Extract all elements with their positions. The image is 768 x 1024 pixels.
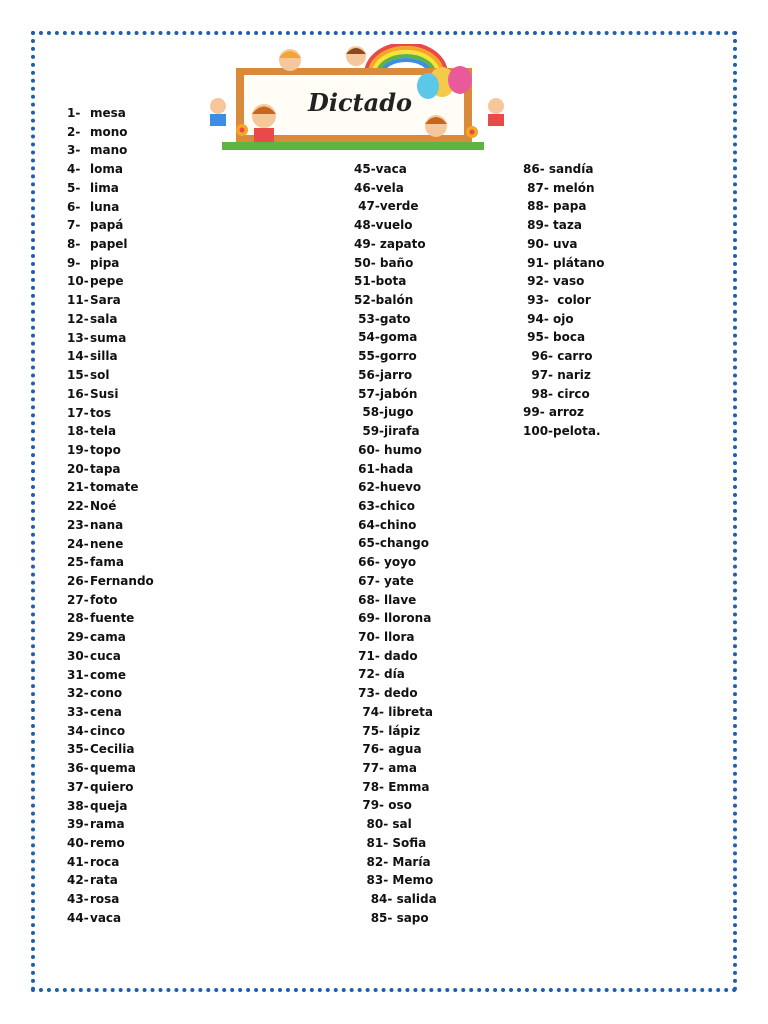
- word-list-item: 50- baño: [354, 255, 414, 270]
- item-number: 14-: [67, 349, 89, 364]
- item-number: 34-: [67, 723, 89, 738]
- item-word: rama: [90, 817, 125, 832]
- word-list-item: 74- libreta: [354, 704, 433, 719]
- word-list-item: [67, 759, 154, 778]
- word-list-item: 92- vaso: [523, 274, 585, 289]
- item-word: tela: [90, 424, 117, 439]
- item-number: 25-: [67, 555, 89, 570]
- item-word: vaca: [90, 910, 122, 925]
- item-number: 30-: [67, 648, 89, 663]
- item-number: 26-: [67, 573, 89, 588]
- item-word: pipa: [90, 255, 120, 270]
- word-list-item: [67, 291, 154, 310]
- item-word: pepe: [90, 274, 124, 289]
- item-word: Susi: [90, 386, 119, 401]
- item-number: 6-: [67, 199, 81, 214]
- word-list-item: 49- zapato: [354, 236, 426, 251]
- item-word: sala: [90, 311, 118, 326]
- item-number: 39-: [67, 817, 89, 832]
- item-number: 8-: [67, 237, 81, 252]
- word-list-item: 99- arroz: [523, 405, 585, 420]
- item-word: come: [90, 667, 126, 682]
- item-number: 7-: [67, 218, 81, 233]
- word-list-item: [67, 797, 154, 816]
- item-word: tomate: [90, 480, 139, 495]
- word-list-item: [67, 160, 154, 179]
- item-word: rata: [90, 873, 118, 888]
- item-number: 21-: [67, 480, 89, 495]
- title-banner: [206, 44, 512, 152]
- word-list-item: 68- llave: [354, 592, 417, 607]
- word-list-item: 60- humo: [354, 442, 422, 457]
- word-list-item: 71- dado: [354, 648, 418, 663]
- word-list-item: 75- lápiz: [354, 723, 421, 738]
- word-list-item: 52-balón: [354, 293, 414, 308]
- word-list-item: [67, 497, 154, 516]
- grass-strip: [222, 142, 484, 150]
- item-number: 41-: [67, 854, 89, 869]
- word-list-item: [67, 478, 154, 497]
- item-word: queja: [90, 798, 128, 813]
- item-number: 5-: [67, 180, 81, 195]
- item-number: 4-: [67, 162, 81, 177]
- word-list-item: 90- uva: [523, 236, 578, 251]
- word-list-item: [67, 404, 154, 423]
- word-list-item: 65-chango: [354, 536, 429, 551]
- word-list-item: 53-gato: [354, 311, 411, 326]
- word-list-item: [67, 740, 154, 759]
- item-number: 13-: [67, 330, 89, 345]
- item-number: 27-: [67, 592, 89, 607]
- word-list-item: [67, 422, 154, 441]
- word-list-item: [67, 347, 154, 366]
- item-number: 23-: [67, 517, 89, 532]
- word-list-item: 76- agua: [354, 742, 422, 757]
- page-title: Dictado: [308, 88, 412, 117]
- word-list-item: 83- Memo: [354, 873, 434, 888]
- word-list-item: [67, 834, 154, 853]
- word-list-item: 77- ama: [354, 761, 417, 775]
- word-list-item: 97- nariz: [523, 367, 591, 382]
- word-list-item: 93- color: [523, 293, 591, 308]
- word-list-item: 70- llora: [354, 629, 415, 644]
- word-list-item: [67, 890, 154, 909]
- item-number: 24-: [67, 536, 89, 551]
- word-list-item: 80- sal: [354, 817, 412, 832]
- item-number: 29-: [67, 630, 89, 645]
- word-list-item: [67, 366, 154, 385]
- word-list-item: 55-gorro: [354, 349, 417, 364]
- word-list-item: 81- Sofia: [354, 835, 427, 850]
- word-list-item: [67, 572, 154, 591]
- word-list-item: [67, 123, 154, 142]
- word-list-item: 46-vela: [354, 180, 404, 195]
- word-list-item: 66- yoyo: [354, 555, 417, 570]
- item-word: mono: [90, 124, 128, 139]
- item-word: cinco: [90, 723, 126, 738]
- item-number: 37-: [67, 779, 89, 794]
- item-word: Fernando: [90, 573, 154, 588]
- word-list-item: [67, 609, 154, 628]
- word-list-item: 89- taza: [523, 218, 582, 233]
- item-number: 10-: [67, 274, 89, 289]
- item-number: 2-: [67, 124, 81, 139]
- item-word: Sara: [90, 293, 121, 308]
- word-list-item: [67, 141, 154, 160]
- item-number: 12-: [67, 311, 89, 326]
- item-word: foto: [90, 592, 118, 607]
- item-number: 17-: [67, 405, 89, 420]
- word-list-column-1: [67, 104, 154, 928]
- item-number: 20-: [67, 461, 89, 476]
- item-number: 44-: [67, 910, 89, 925]
- word-list-item: [67, 909, 154, 928]
- item-number: 38-: [67, 798, 89, 813]
- word-list-item: 78- Emma: [354, 779, 430, 794]
- item-word: roca: [90, 854, 120, 869]
- item-number: 11-: [67, 293, 89, 308]
- item-number: 22-: [67, 499, 89, 514]
- word-list-item: 45-vaca: [354, 162, 407, 176]
- word-list-item: 84- salida: [354, 892, 437, 907]
- word-list-item: [67, 871, 154, 890]
- item-word: quema: [90, 761, 136, 776]
- word-list-column-2: [354, 160, 437, 927]
- item-number: 3-: [67, 143, 81, 158]
- word-list-item: [67, 778, 154, 797]
- word-list-item: 72- día: [354, 667, 405, 682]
- word-list-item: 56-jarro: [354, 367, 413, 382]
- word-list-item: 47-verde: [354, 199, 419, 214]
- item-number: 42-: [67, 873, 89, 888]
- word-list-item: [67, 460, 154, 479]
- item-word: remo: [90, 836, 125, 851]
- item-number: 16-: [67, 386, 89, 401]
- word-list-item: [67, 553, 154, 572]
- item-number: 40-: [67, 836, 89, 851]
- word-list-item: 48-vuelo: [354, 218, 413, 233]
- word-list-item: 51-bota: [354, 274, 407, 289]
- word-list-item: 57-jabón: [354, 386, 418, 401]
- word-list-item: 98- circo: [523, 386, 590, 401]
- word-list-item: [67, 516, 154, 535]
- word-list-item: 69- llorona: [354, 611, 432, 626]
- word-list-item: 59-jirafa: [354, 424, 420, 439]
- word-list-item: 82- María: [354, 854, 431, 869]
- word-list-item: 62-huevo: [354, 480, 422, 495]
- item-word: fuente: [90, 611, 135, 626]
- word-list-column-3: [523, 160, 604, 441]
- item-word: cena: [90, 705, 122, 719]
- word-list-item: [67, 815, 154, 834]
- word-list-item: [67, 198, 154, 217]
- item-word: sol: [90, 368, 110, 383]
- word-list-item: 86- sandía: [523, 162, 594, 176]
- item-word: silla: [90, 349, 118, 364]
- item-word: mano: [90, 143, 128, 158]
- item-number: 35-: [67, 742, 89, 757]
- word-list-item: 73- dedo: [354, 686, 418, 701]
- word-list-item: [67, 216, 154, 235]
- item-word: Cecilia: [90, 742, 135, 757]
- word-list-item: [67, 441, 154, 460]
- item-word: tos: [90, 405, 112, 420]
- word-list-item: 63-chico: [354, 498, 415, 513]
- word-list-item: [67, 722, 154, 741]
- item-word: Noé: [90, 499, 117, 514]
- item-number: 15-: [67, 368, 89, 383]
- word-list-item: [67, 647, 154, 666]
- word-list-item: 67- yate: [354, 573, 414, 588]
- item-word: cama: [90, 630, 126, 645]
- word-list-item: 100-pelota.: [523, 424, 601, 439]
- word-list-item: [67, 104, 154, 123]
- item-number: 36-: [67, 761, 89, 776]
- item-word: cuca: [90, 648, 121, 663]
- item-number: 43-: [67, 892, 89, 907]
- item-number: 19-: [67, 442, 89, 457]
- item-number: 9-: [67, 255, 81, 270]
- word-list-item: [67, 254, 154, 273]
- item-word: cono: [90, 686, 123, 701]
- item-number: 31-: [67, 667, 89, 682]
- word-list-item: 85- sapo: [354, 910, 429, 925]
- word-list-item: 54-goma: [354, 330, 418, 345]
- word-list-item: [67, 385, 154, 404]
- word-list-item: 64-chino: [354, 517, 417, 532]
- item-word: nene: [90, 536, 124, 551]
- word-list-item: 58-jugo: [354, 405, 414, 420]
- word-list-item: 95- boca: [523, 330, 586, 345]
- word-list-item: 61-hada: [354, 461, 414, 476]
- word-list-item: [67, 310, 154, 329]
- word-list-item: [67, 535, 154, 554]
- word-list-item: [67, 684, 154, 703]
- item-word: papá: [90, 218, 124, 233]
- word-list-item: 96- carro: [523, 349, 593, 364]
- item-number: 32-: [67, 686, 89, 701]
- word-list-item: [67, 628, 154, 647]
- item-word: nana: [90, 517, 124, 532]
- item-word: mesa: [90, 106, 126, 120]
- word-list-item: 87- melón: [523, 180, 595, 195]
- word-list-item: [67, 591, 154, 610]
- word-list-item: [67, 235, 154, 254]
- item-word: papel: [90, 237, 128, 252]
- item-word: loma: [90, 162, 123, 177]
- word-list-item: [67, 272, 154, 291]
- item-word: suma: [90, 330, 127, 345]
- word-list-item: 94- ojo: [523, 311, 574, 326]
- word-list-item: 79- oso: [354, 798, 412, 813]
- item-word: fama: [90, 555, 124, 570]
- item-word: topo: [90, 442, 121, 457]
- word-list-item: 91- plátano: [523, 255, 605, 270]
- word-list-item: [67, 703, 154, 722]
- item-number: 18-: [67, 424, 89, 439]
- item-number: 1-: [67, 106, 81, 120]
- word-list-item: [67, 179, 154, 198]
- word-list-item: [67, 666, 154, 685]
- item-word: luna: [90, 199, 120, 214]
- item-number: 28-: [67, 611, 89, 626]
- word-list-item: [67, 853, 154, 872]
- word-list-item: 88- papa: [523, 199, 587, 214]
- word-list-item: [67, 329, 154, 348]
- item-word: rosa: [90, 892, 120, 907]
- item-word: tapa: [90, 461, 121, 476]
- item-word: lima: [90, 180, 119, 195]
- item-number: 33-: [67, 705, 89, 719]
- item-word: quiero: [90, 779, 134, 794]
